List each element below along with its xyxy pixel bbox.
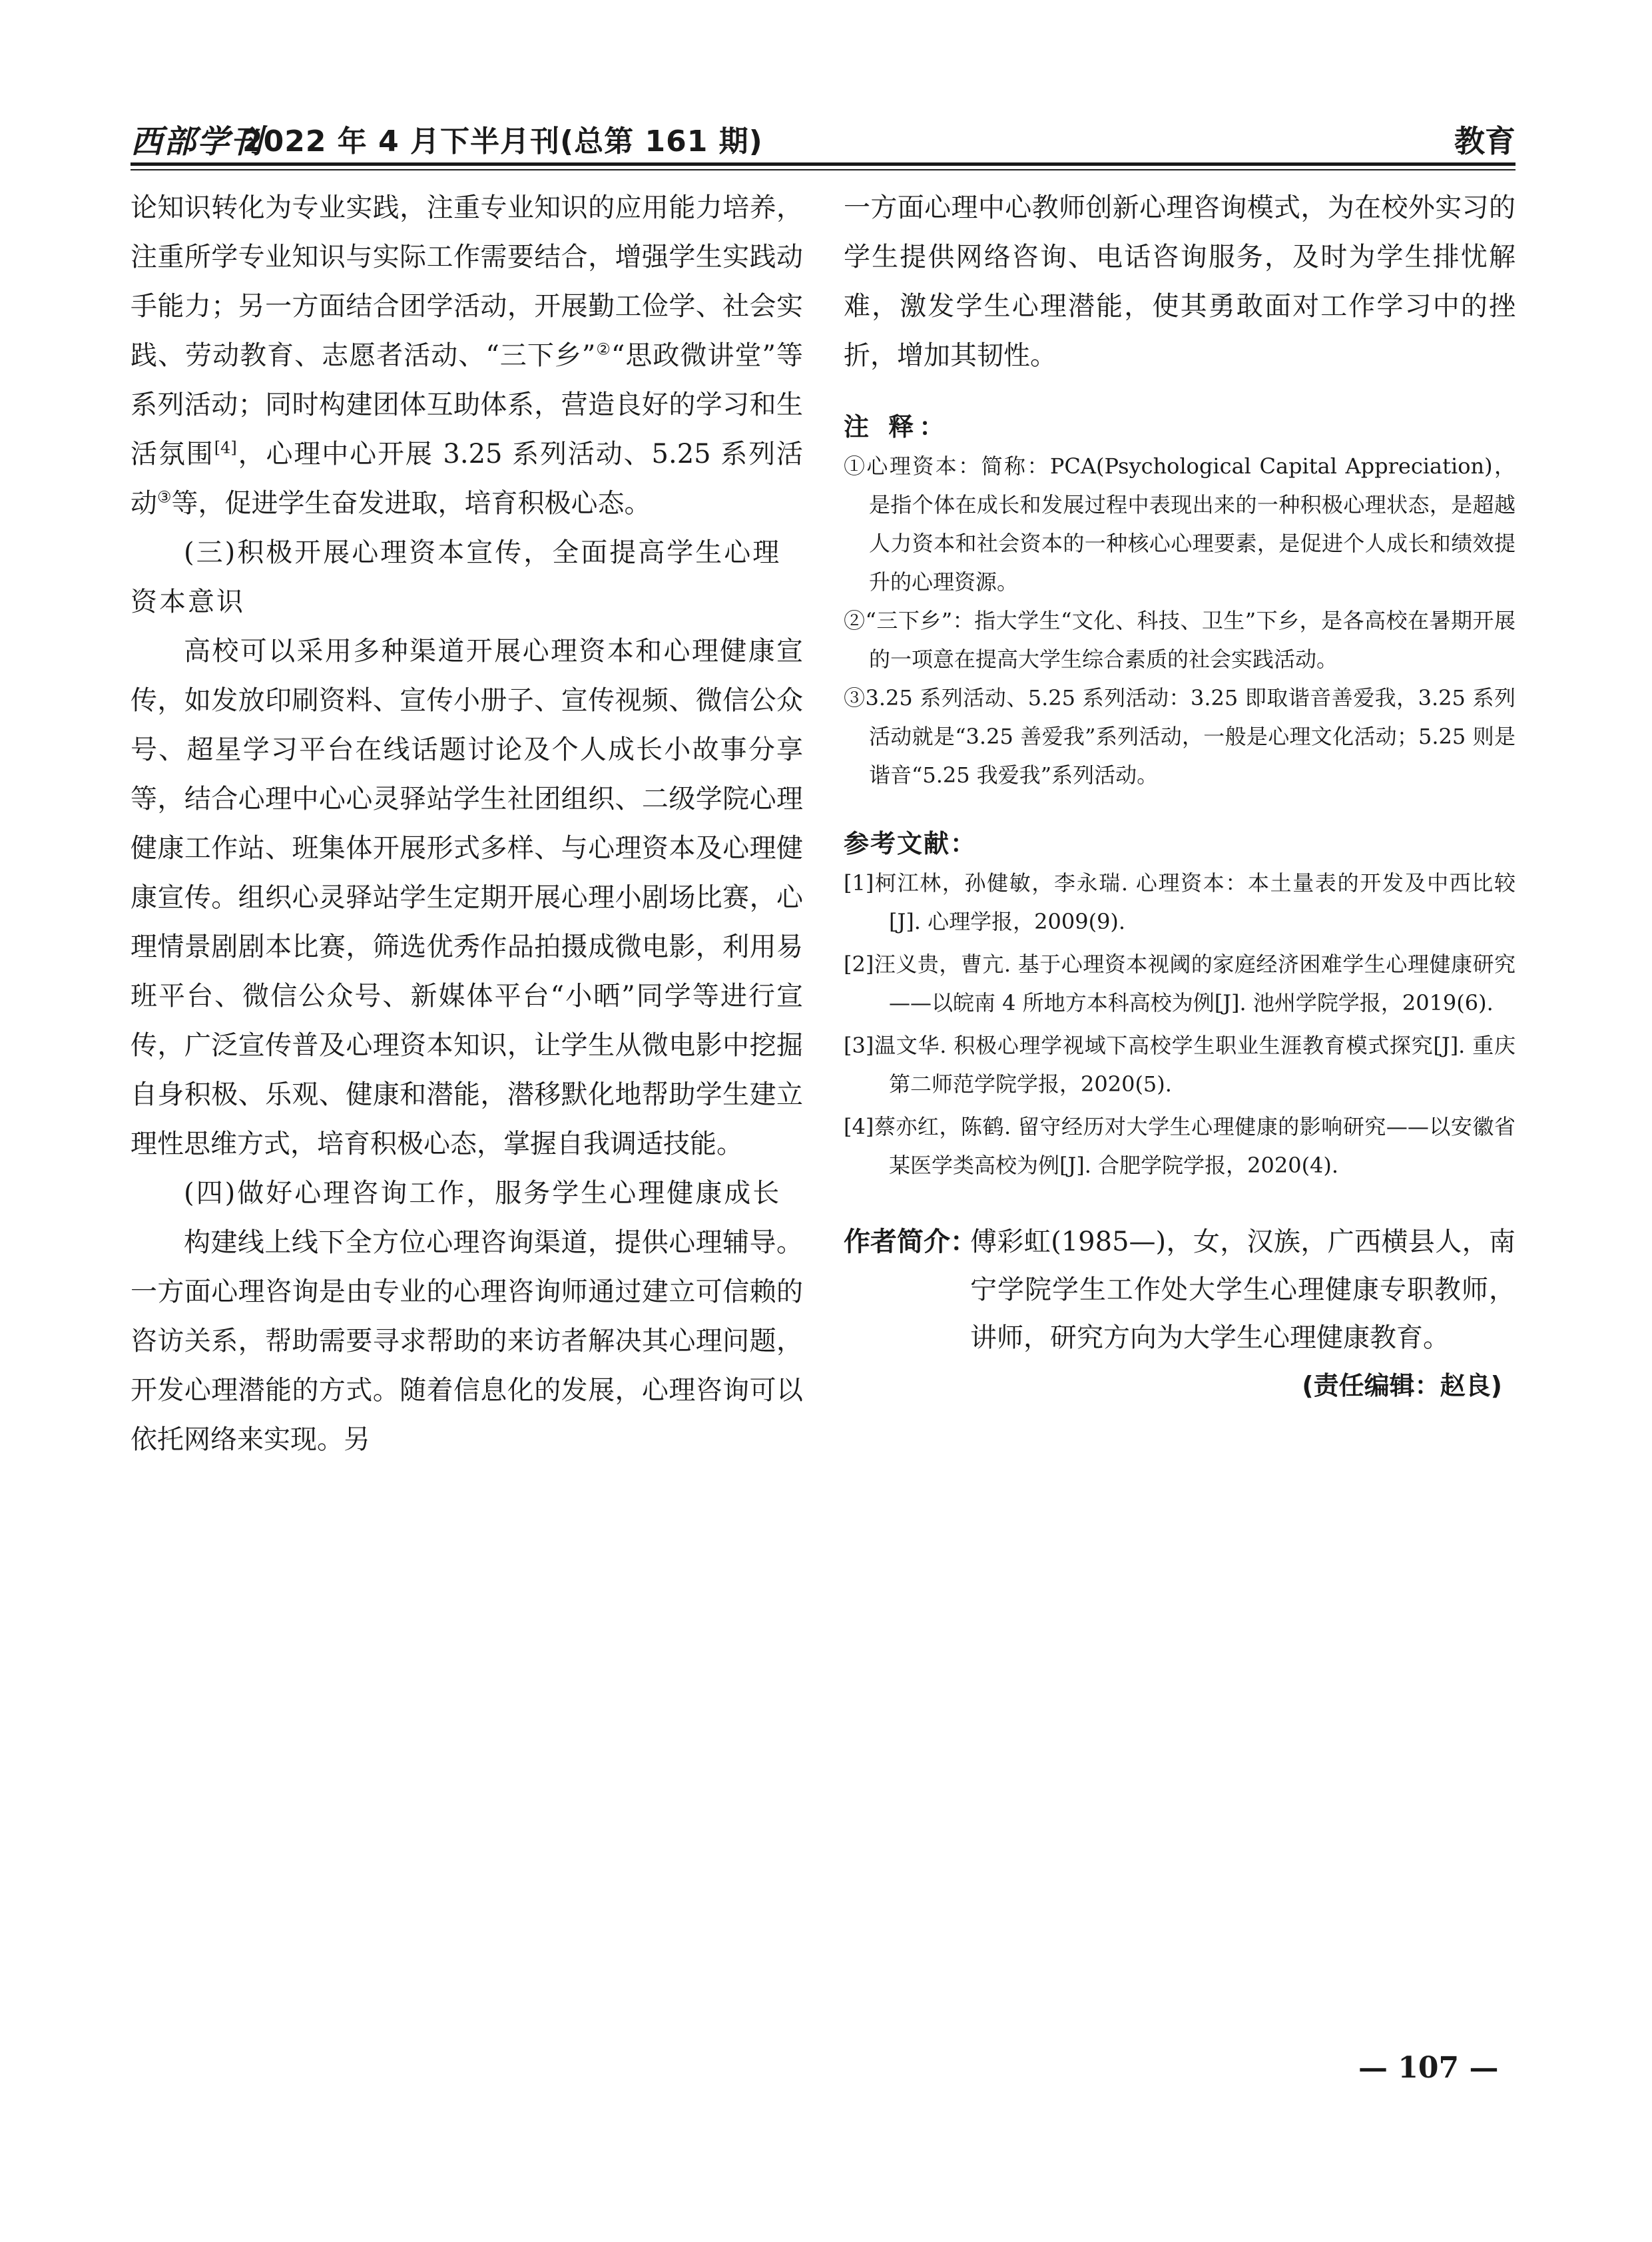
note-item: ①心理资本：简称：PCA(Psychological Capital Appreciation)，是指个体在成长和发展过程中表现出来的一种积极心理状态，是超越人力资本和社会资本的一种核心心理要素，是促进个人成长和绩效提升的心理资源。 <box>844 453 1515 595</box>
note-item: ②“三下乡”：指大学生“文化、科技、卫生”下乡，是各高校在暑期开展的一项意在提高大学生综合素质的社会实践活动。 <box>844 608 1515 672</box>
issue-info: 2022 年 4 月下半月刊(总第 161 期) <box>242 125 763 158</box>
paragraph-text: 论知识转化为专业实践，注重专业知识的应用能力培养，注重所学专业知识与实际工作需要结合，增强学生实践动手能力；另一方面结合团学活动，开展勤工俭学、社会实践、劳动教育、志愿者活动、“三下乡” <box>131 192 803 371</box>
references-title: 参考文献： <box>844 829 977 858</box>
paragraph: 高校可以采用多种渠道开展心理资本和心理健康宣传，如发放印刷资料、宣传小册子、宣传视频、微信公众号、超星学习平台在线话题讨论及个人成长小故事分享等，结合心理中心心灵驿站学生社团组织、二级学院心理健康工作站、班集体开展形式多样、与心理资本及心理健康宣传。组织心灵驿站学生定期开展心理小剧场比赛，心理情景剧剧本比赛，筛选优秀作品拍摄成微电影，利用易班平台、微信公众号、新媒体平台“小晒”同学等进行宣传，广泛宣传普及心理资本知识，让学生从微电影中挖掘自身积极、乐观、健康和潜能，潜移默化地帮助学生建立理性思维方式，培育积极心态，掌握自我调适技能。 <box>131 636 803 1159</box>
section-heading-4: (四)做好心理咨询工作，服务学生心理健康成长 <box>184 1178 782 1209</box>
author-bio <box>844 1218 1515 1362</box>
citation-ref: [4] <box>214 438 237 457</box>
reference-item: [2]汪义贵，曹亢. 基于心理资本视阈的家庭经济困难学生心理健康研究——以皖南 4 所地方本科高校为例[J]. 池州学院学报，2019(6). <box>844 952 1515 1015</box>
journal-logo: 西部学刊 <box>131 123 264 160</box>
footnote-ref: ③ <box>157 487 172 507</box>
header-rule-thin <box>131 169 1515 170</box>
author-label: 作者简介： <box>844 1227 977 1257</box>
paragraph-text: 等，促进学生奋发进取，培育积极心态。 <box>171 488 651 519</box>
author-text: 傅彩虹(1985—)，女，汉族，广西横县人，南宁学院学生工作处大学生心理健康专职教师，讲师，研究方向为大学生心理健康教育。 <box>970 1227 1515 1353</box>
paragraph-continuation <box>131 183 803 528</box>
paragraph-text: “思政微讲堂”等系列活动；同时构建团体互助体系，营造良好的学习和生活氛围 <box>131 340 804 469</box>
paragraph: 构建线上线下全方位心理咨询渠道，提供心理辅导。一方面心理咨询是由专业的心理咨询师通过建立可信赖的咨访关系，帮助需要寻求帮助的来访者解决其心理问题，开发心理潜能的方式。随着信息化的发展，心理咨询可以依托网络来实现。另 <box>131 1227 803 1455</box>
responsible-editor: (责任编辑：赵良) <box>1302 1371 1502 1400</box>
reference-item: [3]温文华. 积极心理学视域下高校学生职业生涯教育模式探究[J]. 重庆第二师范学院学报，2020(5). <box>844 1033 1515 1097</box>
right-column <box>844 183 1515 1406</box>
section-heading-3: (三)积极开展心理资本宣传，全面提高学生心理资本意识 <box>131 537 782 617</box>
note-item: ③3.25 系列活动、5.25 系列活动：3.25 即取谐音善爱我，3.25 系列活动就是“3.25 善爱我”系列活动，一般是心理文化活动；5.25 则是谐音“5.25 我爱我”系列活动。 <box>844 685 1515 788</box>
paragraph-text: ，心理中心开展 3.25 系列活动、5.25 系列活动 <box>131 439 804 519</box>
reference-item: [4]蔡亦红，陈鹤. 留守经历对大学生心理健康的影响研究——以安徽省某医学类高校为例[J]. 合肥学院学报，2020(4). <box>844 1114 1515 1178</box>
paragraph-continuation: 一方面心理中心教师创新心理咨询模式，为在校外实习的学生提供网络咨询、电话咨询服务，及时为学生排忧解难，激发学生心理潜能，使其勇敢面对工作学习中的挫折，增加其韧性。 <box>844 192 1515 371</box>
header-rule-thick <box>131 162 1515 166</box>
footnote-ref: ② <box>595 340 611 359</box>
page-number: — 107 — <box>1358 2051 1499 2085</box>
running-header <box>131 112 1515 158</box>
left-column <box>131 183 803 1464</box>
reference-item: [1]柯江林，孙健敏，李永瑞. 心理资本：本土量表的开发及中西比较[J]. 心理学报，2009(9). <box>844 870 1515 934</box>
section-label: 教育 <box>1454 123 1515 159</box>
notes-title: 注 释： <box>844 412 950 441</box>
